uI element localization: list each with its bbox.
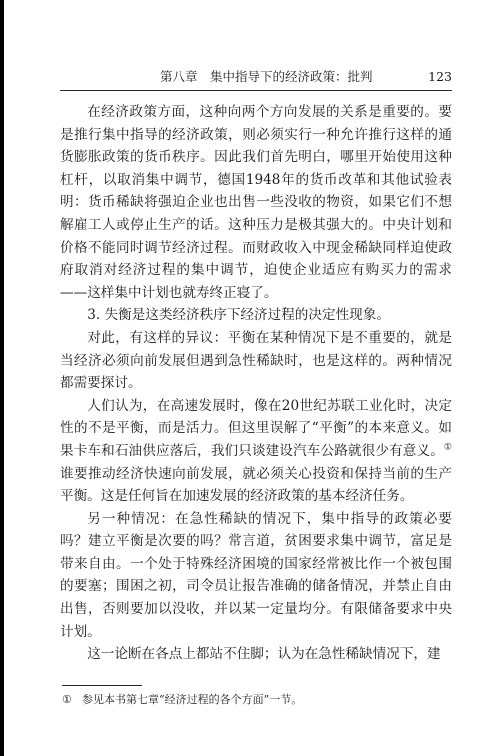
footnote-marker[interactable]: ①	[443, 442, 452, 453]
paragraph: 在经济政策方面，这种向两个方向发展的关系是重要的。要是推行集中指导的经济政策，则必须实行一种允许推行这样的通货膨胀政策的货币秩序。因此我们首先明白，哪里开始使用这种杠杆，以取消集中调节，德国1948年的货币改革和其他试验表明：货币稀缺将强迫企业也出售一些没收的物资，如果它们不想解雇工人或停止生产的话。这种压力是极其强大的。中央计划和价格不能同时调节经济过程。而财政收入中现金稀缺同样迫使政府取消对经济过程的集中调节，迫使企业适应有购买力的需求——这样集中计划也就寿终正寝了。	[60, 104, 452, 301]
footnote-rule	[62, 685, 142, 686]
footnote	[62, 692, 452, 708]
paragraph	[60, 395, 452, 508]
paragraph: 这一论断在各点上都站不住脚；认为在急性稀缺情况下，建	[87, 646, 441, 663]
paragraph: 对此，有这样的异议：平衡在某种情况下是不重要的，就是当经济必须向前发展但遇到急性稀缺时，也是这样的。两种情况都需要探讨。	[60, 329, 452, 392]
paragraph: 另一种情况：在急性稀缺的情况下，集中指导的政策必要吗？建立平衡是次要的吗？常言道，贫困要求集中调节，富足是带来自由。一个处于特殊经济困境的国家经常被比作一个被包围的要塞；围困之初，司令员让报告准确的储备情况，并禁止自由出售，否则要加以没收，并以某一定量均分。有限储备要求中央计划。	[60, 510, 452, 640]
chapter-title: 第八章 集中指导下的经济政策：批判	[160, 69, 373, 84]
footnote-number: ①	[62, 693, 72, 706]
footnote-text: 参见本书第七章“经济过程的各个方面”一节。	[82, 693, 303, 706]
running-header	[60, 66, 452, 88]
paragraph-text: 谁要推动经济快速向前发展，就必须关心投资和保持当前的生产平衡。这是任何旨在加速发展的经济政策的基本经济任务。	[60, 465, 452, 505]
body-text	[60, 101, 452, 666]
header-rule	[60, 90, 452, 91]
paragraph: 3. 失衡是这类经济秩序下经济过程的决定性现象。	[87, 307, 390, 324]
paragraph-text: 人们认为，在高速发展时，像在20世纪苏联工业化时，决定性的不是平衡，而是活力。但这里误解了“平衡”的本来意义。如果卡车和石油供应落后，我们只谈建设汽车公路就很少有意义。	[60, 397, 452, 459]
page-number: 123	[428, 69, 452, 84]
scan-edge	[0, 0, 4, 756]
